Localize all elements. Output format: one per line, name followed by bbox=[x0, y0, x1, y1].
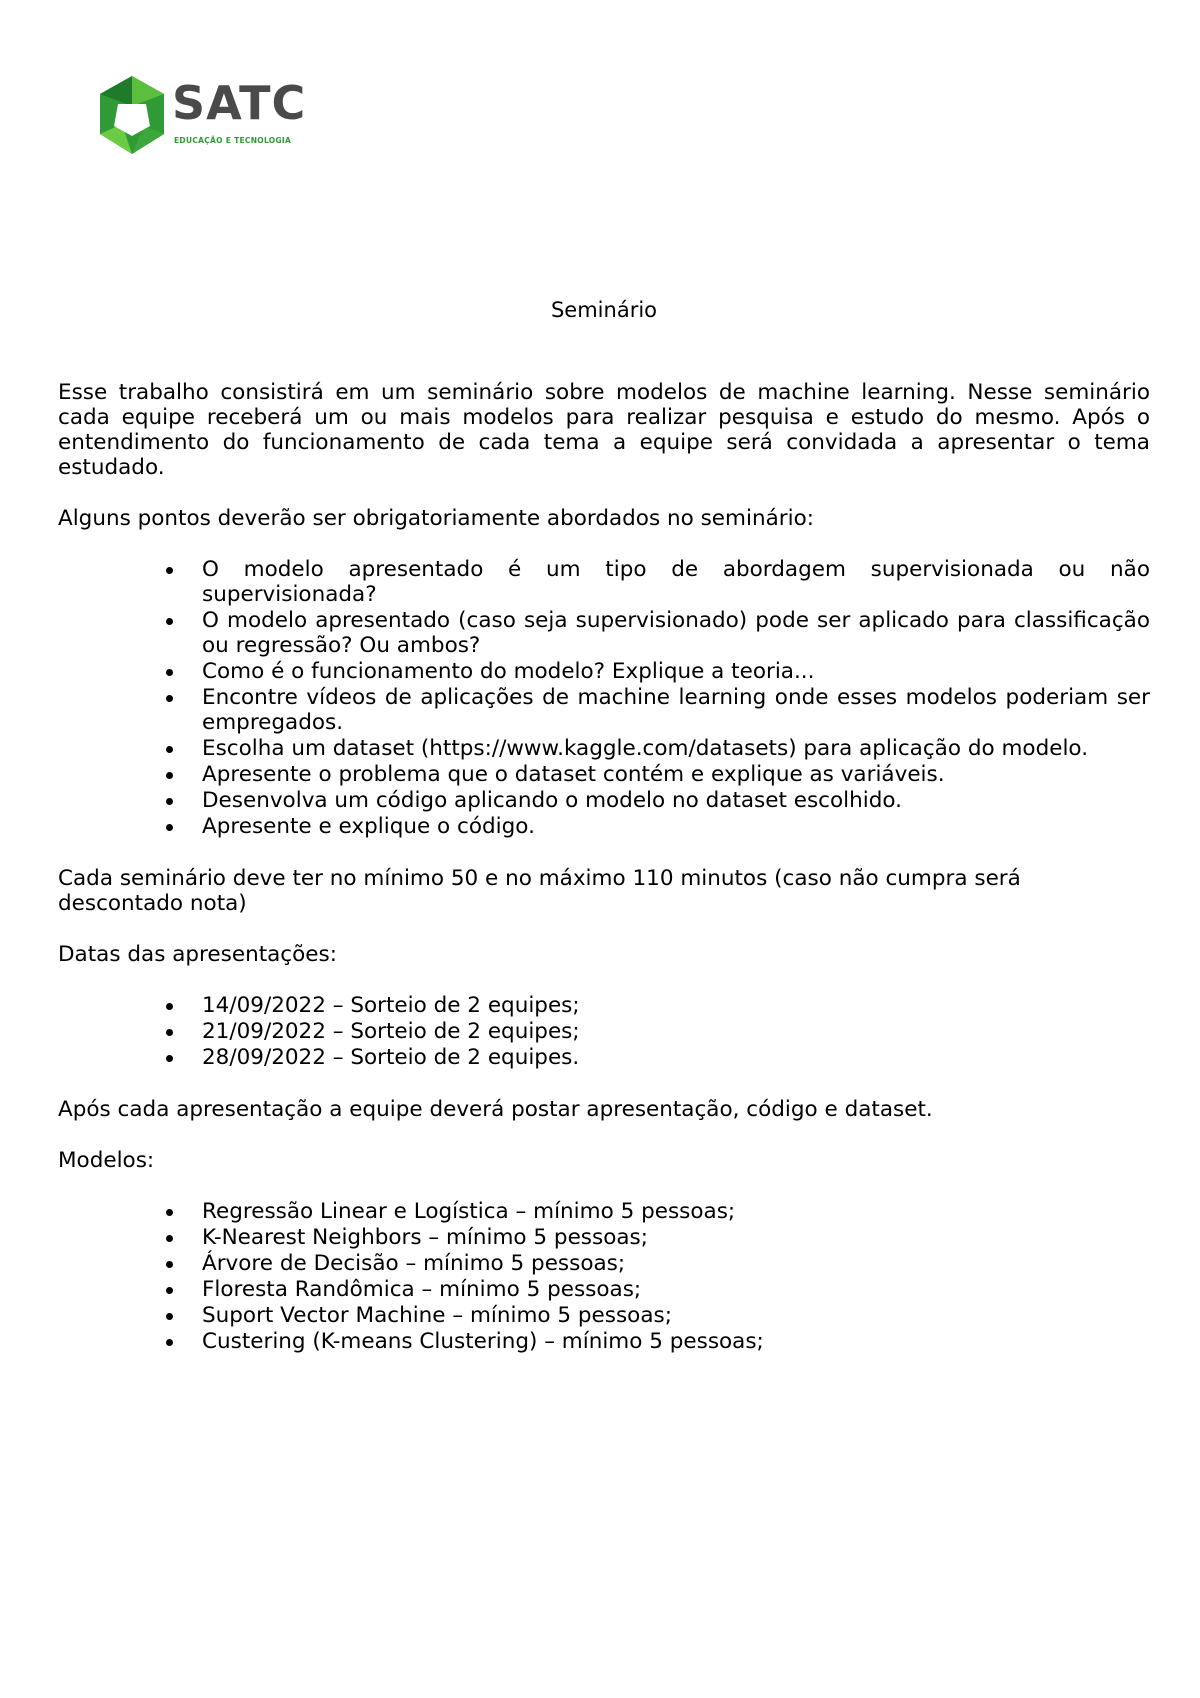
bullet-icon bbox=[166, 1209, 173, 1216]
list-item: K-Nearest Neighbors – mínimo 5 pessoas; bbox=[202, 1225, 1150, 1250]
models-list bbox=[58, 1199, 1150, 1354]
bullet-icon bbox=[166, 1029, 173, 1036]
list-item: Como é o funcionamento do modelo? Explique a teoria... bbox=[202, 659, 1150, 684]
bullet-icon bbox=[166, 1313, 173, 1320]
list-item: Desenvolva um código aplicando o modelo no dataset escolhido. bbox=[202, 788, 1150, 813]
list-item: Árvore de Decisão – mínimo 5 pessoas; bbox=[202, 1251, 1150, 1276]
bullet-icon bbox=[166, 567, 173, 574]
satc-logo bbox=[100, 74, 307, 164]
list-item: Escolha um dataset (https://www.kaggle.com/datasets) para aplicação do modelo. bbox=[202, 736, 1150, 761]
list-item: 21/09/2022 – Sorteio de 2 equipes; bbox=[202, 1019, 1150, 1044]
dates-list bbox=[58, 993, 1150, 1070]
after-paragraph: Após cada apresentação a equipe deverá postar apresentação, código e dataset. bbox=[58, 1097, 933, 1122]
logo-wordmark: SATC bbox=[172, 76, 307, 130]
list-item: 28/09/2022 – Sorteio de 2 equipes. bbox=[202, 1045, 1150, 1070]
bullet-icon bbox=[166, 669, 173, 676]
bullet-icon bbox=[166, 798, 173, 805]
bullet-icon bbox=[166, 618, 173, 625]
list-item: Apresente o problema que o dataset contém e explique as variáveis. bbox=[202, 762, 1150, 787]
list-item: Apresente e explique o código. bbox=[202, 814, 1150, 839]
document-title: Seminário bbox=[550, 298, 658, 322]
document-body bbox=[58, 298, 1150, 1355]
bullet-icon bbox=[166, 1235, 173, 1242]
list-item: O modelo apresentado é um tipo de abordagem supervisionada ou não supervisionada? bbox=[202, 557, 1150, 607]
bullet-icon bbox=[166, 1339, 173, 1346]
bullet-icon bbox=[166, 824, 173, 831]
list-item: Floresta Randômica – mínimo 5 pessoas; bbox=[202, 1277, 1150, 1302]
models-heading: Modelos: bbox=[58, 1148, 155, 1173]
bullet-icon bbox=[166, 772, 173, 779]
satc-hexagon-icon bbox=[100, 76, 164, 156]
bullet-icon bbox=[166, 695, 173, 702]
list-item: Suport Vector Machine – mínimo 5 pessoas; bbox=[202, 1303, 1150, 1328]
list-item: Encontre vídeos de aplicações de machine learning onde esses modelos poderiam ser empregados. bbox=[202, 685, 1150, 735]
bullet-icon bbox=[166, 746, 173, 753]
bullet-icon bbox=[166, 1261, 173, 1268]
list-item: Regressão Linear e Logística – mínimo 5 pessoas; bbox=[202, 1199, 1150, 1224]
points-list bbox=[58, 557, 1150, 839]
duration-paragraph: Cada seminário deve ter no mínimo 50 e no máximo 110 minutos (caso não cumpra será descontado nota) bbox=[58, 866, 1021, 916]
list-item: O modelo apresentado (caso seja supervisionado) pode ser aplicado para classificação ou regressão? Ou ambos? bbox=[202, 608, 1150, 658]
list-item: Custering (K-means Clustering) – mínimo 5 pessoas; bbox=[202, 1329, 1150, 1354]
list-item: 14/09/2022 – Sorteio de 2 equipes; bbox=[202, 993, 1150, 1018]
dates-heading: Datas das apresentações: bbox=[58, 942, 337, 967]
points-heading: Alguns pontos deverão ser obrigatoriamente abordados no seminário: bbox=[58, 506, 814, 531]
bullet-icon bbox=[166, 1287, 173, 1294]
intro-paragraph: Esse trabalho consistirá em um seminário sobre modelos de machine learning. Nesse seminário cada equipe receberá um ou mais modelos para realizar pesquisa e estudo do mesmo. Após o entendimento do funcionamento de cada tema a equipe será convidada a apresentar o tema estudado. bbox=[58, 380, 1150, 480]
bullet-icon bbox=[166, 1055, 173, 1062]
bullet-icon bbox=[166, 1003, 173, 1010]
logo-tagline: EDUCAÇÃO E TECNOLOGIA bbox=[174, 136, 292, 145]
